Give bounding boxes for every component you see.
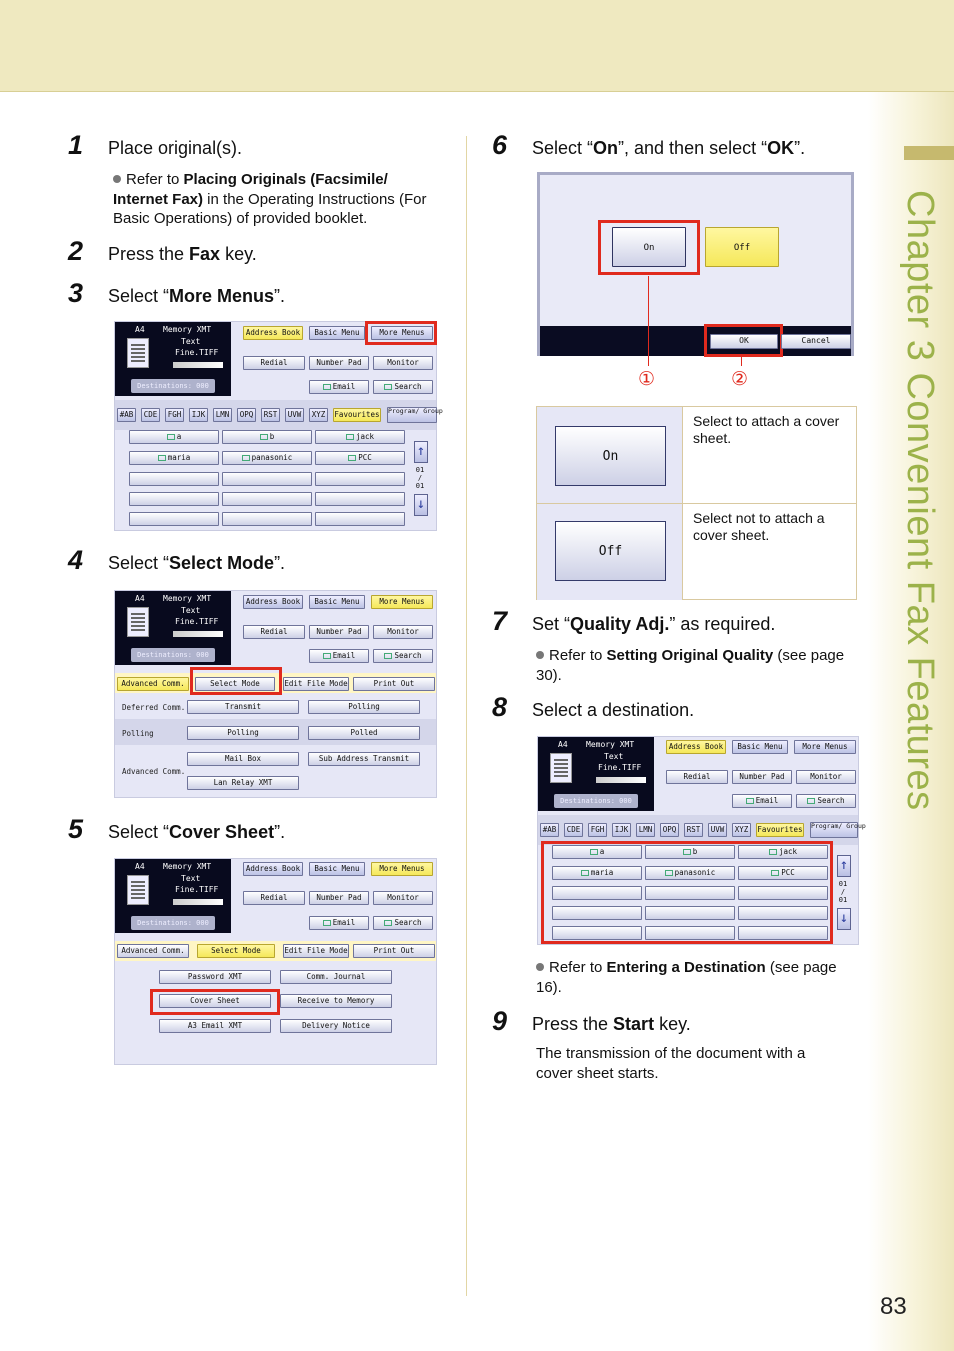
step-text: Set “Quality Adj.” as required. [532,614,776,634]
polling-button[interactable]: Polling [308,700,420,714]
status-area [115,859,231,933]
step-6 [492,130,805,161]
leader-line-2 [741,356,742,366]
entry-a[interactable]: a [552,845,642,859]
alpha-tab[interactable]: RST [261,408,280,422]
note-9: The transmission of the document with a cover sheet starts. [536,1045,806,1082]
entry-empty[interactable] [129,512,219,526]
search-icon [384,653,392,659]
comm-journal-button[interactable]: Comm. Journal [280,970,392,984]
email-icon [348,455,356,461]
search-icon [384,920,392,926]
alpha-tab[interactable]: IJK [612,823,631,837]
entry-a[interactable]: a [129,430,219,444]
alpha-tab[interactable]: LMN [636,823,655,837]
text-mode: Text [604,752,624,761]
highlight-select-mode [190,667,282,695]
program-group-tab[interactable]: Program/ Group [387,407,437,423]
alpha-tab[interactable]: XYZ [309,408,328,422]
tab-advanced-comm[interactable]: Advanced Comm. [117,677,189,691]
alpha-tab[interactable]: CDE [564,823,583,837]
step-5 [68,814,285,845]
step-text: Press the Fax key. [108,244,257,264]
entry-empty[interactable] [222,492,312,506]
alpha-tab[interactable]: #AB [540,823,559,837]
email-icon [323,920,331,926]
on-button[interactable]: On [612,227,686,267]
step-8 [492,692,694,723]
contrast-bar [596,777,646,783]
note-7: Refer to Setting Original Quality (see page 30). [536,647,845,684]
row-label: Deferred Comm. [122,703,186,712]
page-number: 83 [880,1293,907,1320]
tab-more-menus[interactable]: More Menus [371,862,433,876]
highlight-more-menus [365,321,437,345]
step-number: 2 [68,236,84,266]
highlight-ok [704,324,783,357]
redial-button[interactable]: Redial [666,770,728,784]
search-button[interactable]: Search [373,649,433,663]
entry-empty[interactable] [315,472,405,486]
option-description: Select not to attach a cover sheet. [693,510,825,543]
step-3 [68,278,285,309]
email-icon [158,455,166,461]
alpha-tab[interactable]: RST [684,823,703,837]
entry-maria[interactable]: maria [129,451,219,465]
quality-mode: Fine.TIFF [175,617,219,626]
redial-button[interactable]: Redial [243,891,305,905]
number-pad-button[interactable]: Number Pad [309,625,369,639]
monitor-button[interactable]: Monitor [373,625,433,639]
page-indicator: 01 / 01 [838,880,848,904]
memory-mode: Memory XMT [163,325,212,334]
tab-address-book[interactable]: Address Book [243,595,303,609]
alpha-tab[interactable]: OPQ [237,408,256,422]
number-pad-button[interactable]: Number Pad [309,891,369,905]
contrast-bar [173,899,223,905]
tab-address-book[interactable]: Address Book [666,740,726,754]
transmit-button[interactable]: Transmit [187,700,299,714]
text-mode: Text [181,606,201,615]
tab-select-mode[interactable]: Select Mode [197,944,275,958]
entry-empty[interactable] [129,492,219,506]
entry-panasonic[interactable]: panasonic [645,866,735,880]
entry-maria[interactable]: maria [552,866,642,880]
text-mode: Text [181,874,201,883]
tab-basic-menu[interactable]: Basic Menu [309,595,365,609]
document-icon [127,607,149,637]
entry-pcc[interactable]: PCC [315,451,405,465]
alpha-tab[interactable]: UVW [708,823,727,837]
document-icon [127,875,149,905]
entry-empty[interactable] [315,492,405,506]
alpha-tab[interactable]: FGH [588,823,607,837]
screen-destination [537,736,866,945]
row-label: Advanced Comm. [122,767,186,776]
ok-button[interactable]: OK [710,334,778,349]
step-number: 6 [492,130,508,160]
step-text: Select “On”, and then select “OK”. [532,138,806,158]
memory-mode: Memory XMT [163,594,212,603]
alpha-tab[interactable]: OPQ [660,823,679,837]
bullet-icon [536,651,544,659]
password-xmt-button[interactable]: Password XMT [159,970,271,984]
sub-address-button[interactable]: Sub Address Transmit [308,752,420,766]
destinations-count: Destinations: 000 [131,379,215,393]
alpha-tab[interactable]: CDE [141,408,160,422]
off-button[interactable]: Off [705,227,779,267]
a3-email-xmt-button[interactable]: A3 Email XMT [159,1019,271,1033]
scroll-down-icon[interactable]: ↓ [414,494,428,516]
screen-more-menus [114,590,437,798]
entry-empty[interactable] [222,472,312,486]
email-button[interactable]: Email [309,916,369,930]
header-band [0,0,954,92]
step-number: 9 [492,1006,508,1036]
lan-relay-button[interactable]: Lan Relay XMT [187,776,299,790]
email-button[interactable]: Email [732,794,792,808]
option-image-cell [537,504,683,600]
entry-b[interactable]: b [645,845,735,859]
paper-size: A4 [135,594,145,603]
search-icon [807,798,815,804]
entry-pcc[interactable]: PCC [738,866,828,880]
polling-button[interactable]: Polling [187,726,299,740]
tab-basic-menu[interactable]: Basic Menu [732,740,788,754]
entry-jack[interactable]: jack [738,845,828,859]
tab-print-out[interactable]: Print Out [353,944,435,958]
bullet-icon [113,175,121,183]
tab-more-menus[interactable]: More Menus [794,740,856,754]
document-icon [127,338,149,368]
redial-button[interactable]: Redial [243,625,305,639]
favourites-tab[interactable]: Favourites [756,823,804,837]
tab-address-book[interactable]: Address Book [243,326,303,340]
delivery-notice-button[interactable]: Delivery Notice [280,1019,392,1033]
destinations-count: Destinations: 000 [554,794,638,808]
quality-mode: Fine.TIFF [175,885,219,894]
email-icon [260,434,268,440]
note-1: Refer to Placing Originals (Facsimile/ Internet Fax) in the Operating Instructions (For Basic Operations) of provided booklet. [113,171,427,227]
on-option-button: On [555,426,666,486]
step-number: 8 [492,692,508,722]
screen-select-mode [114,858,437,1065]
tab-more-menus[interactable]: More Menus [371,595,433,609]
step-9 [492,1006,691,1037]
fax-icon [242,455,250,461]
monitor-button[interactable]: Monitor [373,356,433,370]
step-text: Select a destination. [532,700,695,720]
tab-basic-menu[interactable]: Basic Menu [309,326,365,340]
mail-box-button[interactable]: Mail Box [187,752,299,766]
alpha-tab[interactable]: #AB [117,408,136,422]
step-text: Select “Select Mode”. [108,553,286,573]
entry-empty[interactable] [222,512,312,526]
alpha-tab[interactable]: IJK [189,408,208,422]
memory-mode: Memory XMT [586,740,635,749]
email-icon [346,434,354,440]
email-button[interactable]: Email [309,649,369,663]
marker-2: ② [731,369,749,390]
memory-mode: Memory XMT [163,862,212,871]
email-icon [746,798,754,804]
row-label: Polling [122,729,154,738]
note-8: Refer to Entering a Destination (see page 16). [536,959,837,996]
search-button[interactable]: Search [796,794,856,808]
entry-b[interactable]: b [222,430,312,444]
highlight-destinations [541,841,833,944]
alpha-tab[interactable]: UVW [285,408,304,422]
email-icon [323,384,331,390]
search-icon [384,384,392,390]
step-text: Press the Start key. [532,1014,691,1034]
step-number: 1 [68,130,84,160]
quality-mode: Fine.TIFF [598,763,642,772]
tab-advanced-comm[interactable]: Advanced Comm. [117,944,189,958]
tab-address-book[interactable]: Address Book [243,862,303,876]
destinations-count: Destinations: 000 [131,648,215,662]
tab-select-mode[interactable]: Select Mode [195,677,275,691]
highlight-on [598,220,700,275]
option-description: Select to attach a cover sheet. [693,413,840,446]
email-icon [167,434,175,440]
chapter-marker [904,146,954,160]
marker-1: ① [638,369,656,390]
entry-panasonic[interactable]: panasonic [222,451,312,465]
page-indicator: 01 / 01 [415,466,425,490]
entry-empty[interactable] [315,512,405,526]
leader-line-1 [648,276,649,366]
tab-edit-file-mode[interactable]: Edit File Mode [283,677,349,691]
step-number: 5 [68,814,84,844]
paper-size: A4 [558,740,568,749]
step-1 [68,130,242,161]
step-text: Place original(s). [108,138,243,158]
step-4 [68,545,285,576]
screen-address-book [114,321,443,531]
tab-basic-menu[interactable]: Basic Menu [309,862,365,876]
off-option-button: Off [555,521,666,581]
search-button[interactable]: Search [373,916,433,930]
highlight-cover-sheet [150,989,280,1015]
search-button[interactable]: Search [373,380,433,394]
column-divider [466,136,467,1296]
cover-sheet-button[interactable]: Cover Sheet [159,994,271,1008]
step-text: Select “More Menus”. [108,286,286,306]
contrast-bar [173,362,223,368]
number-pad-button[interactable]: Number Pad [309,356,369,370]
polled-button[interactable]: Polled [308,726,420,740]
favourites-tab[interactable]: Favourites [333,408,381,422]
bullet-icon [536,963,544,971]
alpha-tab[interactable]: LMN [213,408,232,422]
step-number: 7 [492,606,508,636]
screen-cover-sheet [537,172,854,356]
step-7 [492,606,775,637]
redial-button[interactable]: Redial [243,356,305,370]
document-icon [550,753,572,783]
tab-more-menus[interactable]: More Menus [371,326,433,340]
chapter-title: Chapter 3 Convenient Fax Features [899,190,941,811]
quality-mode: Fine.TIFF [175,348,219,357]
status-area [115,322,231,396]
step-number: 4 [68,545,84,575]
step-text: Select “Cover Sheet”. [108,822,286,842]
email-icon [323,653,331,659]
status-area [538,737,654,811]
contrast-bar [173,631,223,637]
scroll-down-icon[interactable]: ↓ [837,908,851,930]
scroll-up-icon[interactable]: ↑ [837,855,851,877]
alpha-tab[interactable]: FGH [165,408,184,422]
text-mode: Text [181,337,201,346]
options-table [536,406,857,600]
receive-to-memory-button[interactable]: Receive to Memory [280,994,392,1008]
step-2 [68,236,257,267]
tab-print-out[interactable]: Print Out [353,677,435,691]
program-group-tab[interactable]: Program/ Group [810,822,858,838]
tab-edit-file-mode[interactable]: Edit File Mode [283,944,349,958]
status-area [115,591,231,665]
number-pad-button[interactable]: Number Pad [732,770,792,784]
monitor-button[interactable]: Monitor [796,770,856,784]
alpha-tab[interactable]: XYZ [732,823,751,837]
destinations-count: Destinations: 000 [131,916,215,930]
entry-empty[interactable] [129,472,219,486]
scroll-up-icon[interactable]: ↑ [414,441,428,463]
option-image-cell [537,407,683,503]
paper-size: A4 [135,325,145,334]
entry-jack[interactable]: jack [315,430,405,444]
paper-size: A4 [135,862,145,871]
step-number: 3 [68,278,84,308]
monitor-button[interactable]: Monitor [373,891,433,905]
email-button[interactable]: Email [309,380,369,394]
cancel-button[interactable]: Cancel [781,334,851,349]
